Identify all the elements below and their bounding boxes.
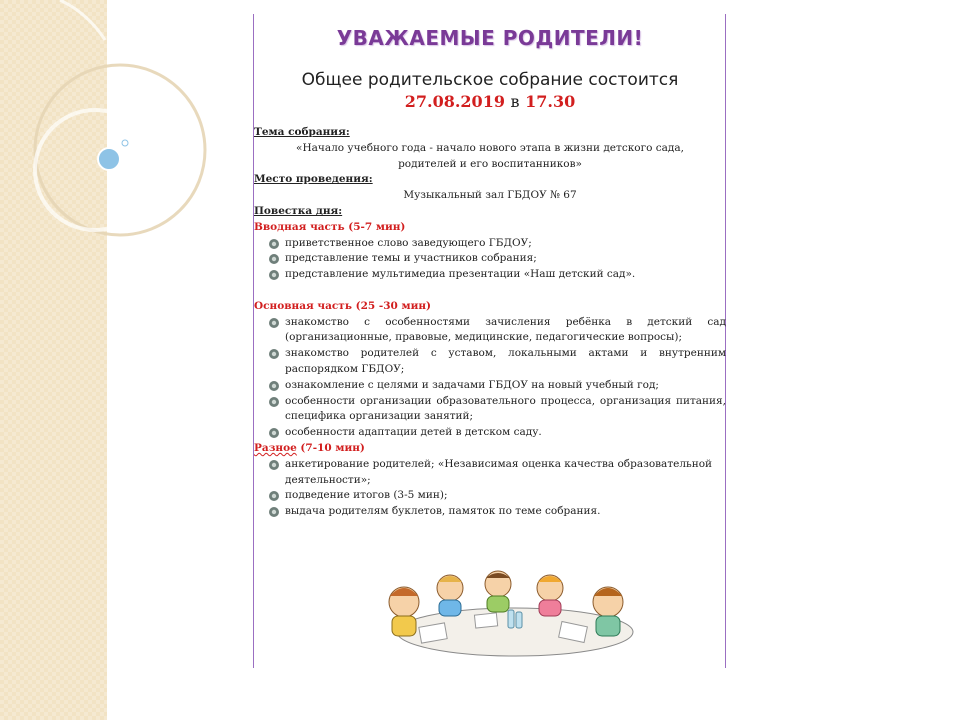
main-item-text: знакомство родителей с уставом, локальными актами и внутренним распорядком ГБДОУ; (285, 347, 726, 375)
bullet-icon (268, 427, 280, 439)
meeting-date: 27.08.2019 (404, 92, 505, 111)
meeting-datetime (254, 92, 726, 111)
misc-items-list (254, 457, 726, 520)
meeting-time: 17.30 (525, 92, 576, 111)
topic-line-1: «Начало учебного года - начало нового этапа в жизни детского сада, (296, 141, 684, 154)
list-item (268, 504, 726, 520)
bullet-icon (268, 396, 280, 408)
list-item (268, 267, 726, 283)
intro-item-text: представление темы и участников собрания; (285, 252, 537, 265)
topic-label: Тема собрания: (254, 126, 350, 138)
intro-item-text: представление мультимедиа презентации «Наш детский сад». (285, 268, 636, 281)
intro-items-list (254, 236, 726, 283)
small-bubble-icon (122, 140, 128, 146)
bullet-icon (268, 490, 280, 502)
bullet-icon (268, 238, 280, 250)
meeting-lead-text: Общее родительское собрание состоится (301, 70, 679, 90)
bullet-icon (268, 269, 280, 281)
bullet-icon (268, 253, 280, 265)
meeting-details (254, 125, 726, 520)
list-item (268, 488, 726, 504)
list-item (268, 236, 726, 252)
bullet-icon (268, 506, 280, 518)
announcement-document (254, 26, 726, 520)
agenda-label: Повестка дня: (254, 204, 343, 217)
main-section-label: Основная часть (25 -30 мин) (254, 299, 432, 312)
place-label: Место проведения: (254, 173, 373, 186)
misc-item-text: подведение итогов (3-5 мин); (285, 489, 448, 502)
list-item (268, 346, 726, 378)
main-items-list (254, 315, 726, 441)
blue-bubble-icon (98, 148, 120, 170)
list-item (268, 378, 726, 394)
decorative-circles (0, 0, 260, 260)
page-title: УВАЖАЕМЫЕ РОДИТЕЛИ! (336, 26, 644, 50)
main-item-text: особенности организации образовательного процесса, организация питания, специфика организации занятий; (285, 394, 726, 423)
list-item (268, 251, 726, 267)
main-item-text: особенности адаптации детей в детском саду. (285, 426, 542, 439)
datetime-separator: в (510, 92, 520, 111)
list-item (268, 425, 726, 441)
misc-label-word: Разное (254, 441, 297, 454)
misc-item-text: выдача родителям буклетов, памяток по теме собрания. (285, 505, 601, 518)
bullet-icon (268, 317, 280, 329)
topic-line-2: родителей и его воспитанников» (398, 157, 582, 170)
misc-section-label (254, 441, 726, 457)
misc-label-duration: (7-10 мин) (296, 441, 365, 454)
intro-item-text: приветственное слово заведующего ГБДОУ; (285, 236, 532, 249)
list-item (268, 315, 726, 347)
place-value: Музыкальный зал ГБДОУ № 67 (403, 189, 577, 202)
bullet-icon (268, 459, 280, 471)
intro-section-label: Вводная часть (5-7 мин) (254, 220, 406, 233)
bullet-icon (268, 348, 280, 360)
list-item (268, 394, 726, 426)
children-at-table-illustration (380, 570, 650, 660)
main-item-text: ознакомление с целями и задачами ГБДОУ на новый учебный год; (285, 378, 659, 391)
main-item-text: знакомство с особенностями зачисления ребёнка в детский сад (организационные, правовые, медицинские, педагогические вопросы); (285, 315, 726, 344)
misc-item-text: анкетирование родителей; «Независимая оценка качества образовательной деятельности»; (285, 457, 713, 486)
list-item (268, 457, 726, 489)
bullet-icon (268, 380, 280, 392)
